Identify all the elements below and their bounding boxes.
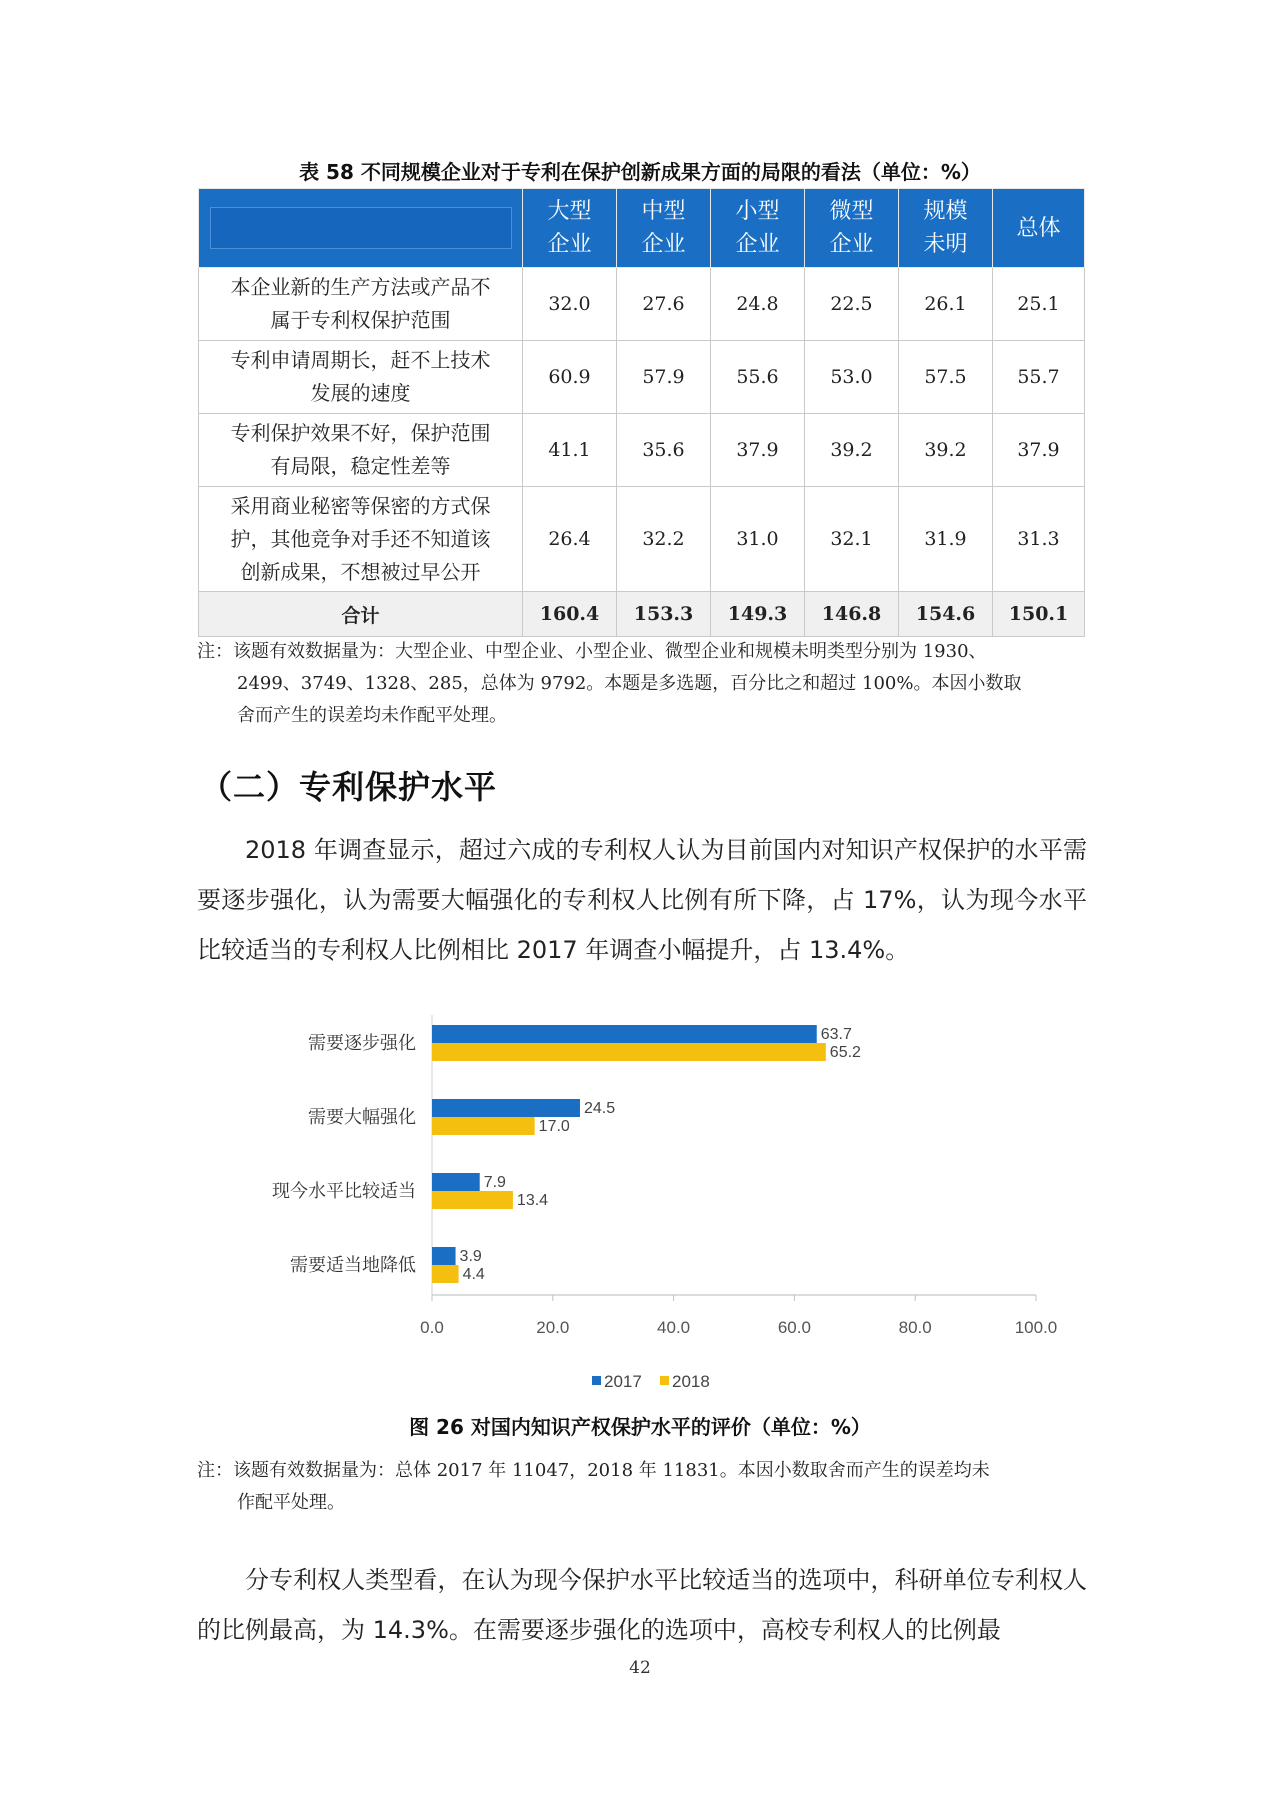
figure-note-line: 作配平处理。 <box>237 1492 345 1513</box>
total-cell: 153.3 <box>617 592 711 637</box>
table-row <box>199 341 1085 414</box>
x-tick-label: 80.0 <box>898 1318 932 1337</box>
table-cell: 53.0 <box>805 341 899 414</box>
table-cell: 26.4 <box>523 487 617 592</box>
body-paragraph: 2018 年调查显示，超过六成的专利权人认为目前国内对知识产权保护的水平需要逐步强化，认为需要大幅强化的专利权人比例有所下降，占 17%，认为现今水平比较适当的专利权人比例相比 2017 年调查小幅提升，占 13.4%。 <box>197 836 1087 964</box>
table-cell: 60.9 <box>523 341 617 414</box>
table-cell: 39.2 <box>805 414 899 487</box>
table-note <box>197 636 1087 732</box>
table-total-row <box>199 592 1085 637</box>
table-cell: 32.1 <box>805 487 899 592</box>
bar-chart <box>200 1005 1080 1405</box>
legend-label: 2018 <box>672 1372 710 1391</box>
table-cell: 27.6 <box>617 268 711 341</box>
data-label: 13.4 <box>516 1192 549 1209</box>
table-cell: 26.1 <box>899 268 993 341</box>
table-cell: 37.9 <box>711 414 805 487</box>
table-cell: 37.9 <box>993 414 1085 487</box>
total-cell: 149.3 <box>711 592 805 637</box>
header-blank <box>199 189 523 268</box>
header-total: 总体 <box>993 189 1085 268</box>
bar-2018 <box>432 1265 459 1283</box>
table-row <box>199 268 1085 341</box>
body-paragraph: 分专利权人类型看，在认为现今保护水平比较适当的选项中，科研单位专利权人的比例最高，为 14.3%。在需要逐步强化的选项中，高校专利权人的比例最 <box>197 1566 1087 1644</box>
data-label: 7.9 <box>483 1174 506 1191</box>
table-row <box>199 414 1085 487</box>
x-tick-label: 20.0 <box>536 1318 570 1337</box>
bar-2017 <box>432 1173 480 1191</box>
header-unknown: 规模 未明 <box>899 189 993 268</box>
table-cell: 39.2 <box>899 414 993 487</box>
category-label: 现今水平比较适当 <box>272 1181 416 1202</box>
data-label: 17.0 <box>538 1118 570 1135</box>
table-cell: 57.5 <box>899 341 993 414</box>
table-cell: 25.1 <box>993 268 1085 341</box>
bar-2017 <box>432 1247 456 1265</box>
legend-label: 2017 <box>604 1372 642 1391</box>
table-cell: 24.8 <box>711 268 805 341</box>
data-table <box>198 188 1085 637</box>
header-large: 大型 企业 <box>523 189 617 268</box>
x-tick-label: 0.0 <box>420 1318 444 1337</box>
table-cell: 55.7 <box>993 341 1085 414</box>
x-tick-label: 40.0 <box>657 1318 691 1337</box>
category-label: 需要大幅强化 <box>308 1107 416 1128</box>
category-label: 需要逐步强化 <box>308 1033 416 1054</box>
figure-note-line: 注：该题有效数据量为：总体 2017 年 11047，2018 年 11831。本因小数取舍而产生的误差均未 <box>197 1460 990 1481</box>
table-row <box>199 487 1085 592</box>
x-tick-label: 60.0 <box>777 1318 811 1337</box>
figure-caption: 图 26 对国内知识产权保护水平的评价（单位：%） <box>409 1415 871 1439</box>
header-micro: 微型 企业 <box>805 189 899 268</box>
row-label: 专利保护效果不好，保护范围 有局限，稳定性差等 <box>199 414 523 487</box>
table-cell: 31.9 <box>899 487 993 592</box>
x-tick-label: 100.0 <box>1014 1318 1058 1337</box>
legend-swatch-2017 <box>592 1376 601 1385</box>
table-cell: 32.2 <box>617 487 711 592</box>
header-medium: 中型 企业 <box>617 189 711 268</box>
category-label: 需要适当地降低 <box>290 1255 416 1276</box>
section-heading: （二）专利保护水平 <box>200 768 498 806</box>
bar-2017 <box>432 1099 580 1117</box>
total-cell: 160.4 <box>523 592 617 637</box>
row-label: 采用商业秘密等保密的方式保 护，其他竞争对手还不知道该 创新成果，不想被过早公开 <box>199 487 523 592</box>
total-cell: 150.1 <box>993 592 1085 637</box>
legend-swatch-2018 <box>660 1376 669 1385</box>
row-label: 专利申请周期长，赶不上技术 发展的速度 <box>199 341 523 414</box>
data-label: 63.7 <box>820 1026 852 1043</box>
table-note-line: 2499、3749、1328、285，总体为 9792。本题是多选题，百分比之和超过 100%。本因小数取 <box>237 673 1022 694</box>
table-cell: 31.3 <box>993 487 1085 592</box>
total-cell: 146.8 <box>805 592 899 637</box>
table-cell: 32.0 <box>523 268 617 341</box>
table-note-line: 注：该题有效数据量为：大型企业、中型企业、小型企业、微型企业和规模未明类型分别为 1930、 <box>197 641 987 662</box>
table-cell: 55.6 <box>711 341 805 414</box>
table-cell: 31.0 <box>711 487 805 592</box>
data-label: 24.5 <box>583 1100 616 1117</box>
table-note-line: 舍而产生的误差均未作配平处理。 <box>237 705 507 726</box>
bar-2018 <box>432 1043 826 1061</box>
bar-2017 <box>432 1025 817 1043</box>
table-cell: 35.6 <box>617 414 711 487</box>
bar-2018 <box>432 1117 535 1135</box>
bar-2018 <box>432 1191 513 1209</box>
total-label: 合计 <box>199 592 523 637</box>
total-cell: 154.6 <box>899 592 993 637</box>
table-caption: 表 58 不同规模企业对于专利在保护创新成果方面的局限的看法（单位：%） <box>299 160 981 184</box>
table-header-row <box>199 189 1085 268</box>
table-cell: 22.5 <box>805 268 899 341</box>
row-label: 本企业新的生产方法或产品不 属于专利权保护范围 <box>199 268 523 341</box>
data-label: 4.4 <box>462 1266 485 1283</box>
figure-note <box>197 1455 1087 1519</box>
data-label: 3.9 <box>459 1248 482 1265</box>
data-label: 65.2 <box>829 1044 861 1061</box>
page-number: 42 <box>629 1658 651 1678</box>
header-small: 小型 企业 <box>711 189 805 268</box>
table-cell: 41.1 <box>523 414 617 487</box>
table-cell: 57.9 <box>617 341 711 414</box>
